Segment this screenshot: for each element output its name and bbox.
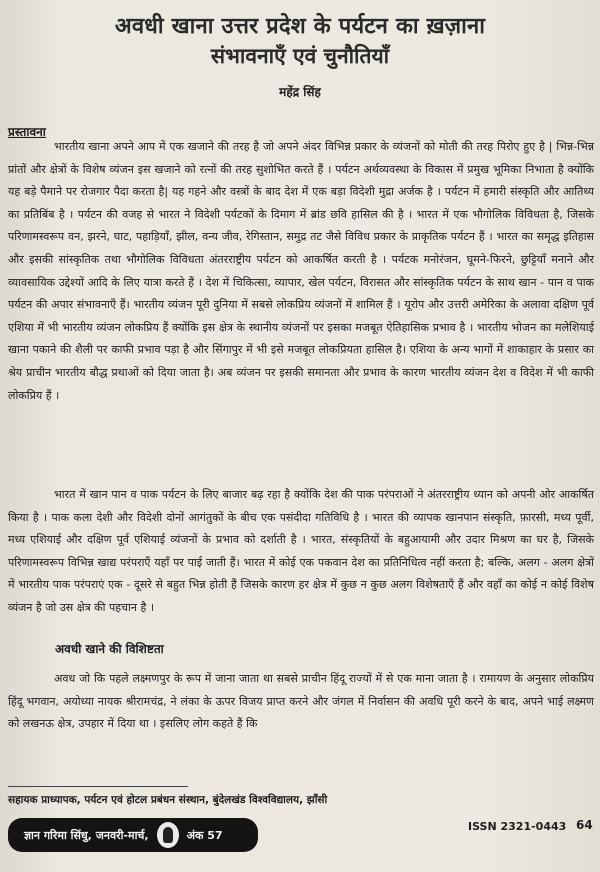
issue-number: अंक 57 <box>186 828 223 842</box>
article-title-line2: संभावनाएँ एवं चुनौतियाँ <box>210 44 390 68</box>
author-name: महेंद्र सिंह <box>279 85 321 99</box>
section-heading-introduction: प्रस्तावना <box>8 125 46 139</box>
footnote-divider <box>8 786 188 787</box>
issn-label: ISSN 2321-0443 <box>468 820 567 833</box>
paragraph-culinary-tourism: भारत में खान पान व पाक पर्यटन के लिए बाजार बढ़ रहा है क्योंकि देश की पाक परंपराओं ने अंतरराष्ट्रीय ध्यान को अपनी ओर आकर्षित किया है । पाक कला देशी और विदेशी दोनों आगंतुकों के बीच एक पसंदीदा गतिविधि है । भारत की व्यापक खानपान संस्कृति, फ़ारसी, मध्य पूर्वी, मध्य एशियाई और दक्षिण पूर्व एशियाई व्यंजनों के प्रभाव को दर्शाती है । भारत, संस्कृतियों के बहुआयामी और उदार मिश्रण का घर है, जिसके परिणामस्वरूप विभिन्न खाद्य परंपराएँ यहाँ पर पाई जाती हैं। भारत में कोई एक पकवान देश का प्रतिनिधित्व नहीं करता है; बल्कि, अलग - अलग क्षेत्रों में भारतीय पाक परंपराएं एक - दूसरे से बहुत भिन्न होती हैं जिसके कारण हर क्षेत्र में कुछ न कुछ अलग विशेषताएँ हैं और वहाँ का कोई न कोई विशेष व्यंजन है जो उस क्षेत्र की पहचान है । <box>8 488 594 614</box>
emblem-icon <box>157 822 179 848</box>
author-affiliation-footnote: सहायक प्राध्यापक, पर्यटन एवं होटल प्रबंधन संस्थान, बुंदेलखंड विश्वविद्यालय, झाँसी <box>8 794 328 806</box>
journal-name: ज्ञान गरिमा सिंधु, जनवरी-मार्च, <box>24 828 149 842</box>
paragraph-avadh-history: अवध जो कि पहले लक्ष्मणपुर के रूप में जाना जाता था सबसे प्राचीन हिंदू राज्यों में से एक माना जाता है । रामायण के अनुसार लोकप्रिय हिंदू भगवान, अयोध्या नायक श्रीरामचंद्र, ने लंका के ऊपर विजय प्राप्त करने और जंगल में निर्वासन की अवधि पूरी करने के बाद, अपने भाई लक्ष्मण को लखनऊ क्षेत्र, उपहार में दिया था । इसलिए लोग कहते हैं कि <box>8 672 595 731</box>
journal-footer-banner <box>8 818 258 852</box>
paragraph-introduction: भारतीय खाना अपने आप में एक खजाने की तरह है जो अपने अंदर विभिन्न प्रकार के व्यंजनों को मोती की तरह पिरोए हुए है | भिन्न-भिन्न प्रांतों और क्षेत्रों के विशेष व्यंजन इस खजाने को रत्नों की तरह सुशोभित करते हैं । पर्यटन अर्थव्यवस्था के विकास में प्रमुख भूमिका निभाता है क्योंकि यह बड़े पैमाने पर रोजगार पैदा करता है| यह गहने और वस्त्रों के बाद देश में एक बड़ा विदेशी मुद्रा अर्जक है । पर्यटन में हमारी संस्कृति और आतिथ्य का प्रतिबिंब है । पर्यटन की वजह से भारत ने विदेशी पर्यटकों के दिमाग में ब्रांड छवि हासिल की है । भारत में एक भौगोलिक विविधता है, जिसके परिणामस्वरूप वन, झरने, घाट, पहाड़ियाँ, झील, वन्य जीव, रेगिस्तान, समुद्र तट जैसे विविध प्रकार के प्राकृतिक पर्यटन हैं । भारत का समृद्ध इतिहास और इसकी सांस्कृतिक तथा भौगोलिक विविधता अंतरराष्ट्रीय पर्यटन को आकर्षित करती है । पर्यटक मनोरंजन, घूमने-फिरने, छुट्टियाँ मनाने और व्यावसायिक उद्देश्यों आदि के लिए यात्रा करते हैं । देश में चिकित्सा, व्यापार, खेल पर्यटन, विरासत और सांस्कृतिक पर्यटन के साथ खान - पान व पाक पर्यटन की अपार संभावनाएँ हैं। भारतीय व्यंजन पूरी दुनिया में सबसे लोकप्रिय व्यंजनों में शामिल हैं । यूरोप और उत्तरी अमेरिका के अलावा दक्षिण पूर्व एशिया में भी भारतीय व्यंजन लोकप्रिय हैं क्योंकि इस क्षेत्र के स्थानीय व्यंजनों पर इसका मजबूत ऐतिहासिक प्रभाव है । भारतीय भोजन का मलेशियाई खाना पकाने की शैली पर काफी प्रभाव पड़ा है और सिंगापुर में भी इसे मजबूत लोकप्रियता हासिल है। एशिया के अन्य भागों में शाकाहार के प्रसार का श्रेय प्राचीन भारतीय बौद्ध प्रथाओं को दिया जाता है। अब व्यंजन पर इसकी समानता और प्रभाव के कारण भारतीय व्यंजन देश व विदेश में भी काफी लोकप्रिय हैं । <box>8 140 594 402</box>
section-heading-avadhi: अवधी खाने की विशिष्टता <box>55 642 164 656</box>
page-number: 64 <box>576 818 593 832</box>
article-title-line1: अवधी खाना उत्तर प्रदेश के पर्यटन का ख़ज़ाना <box>114 14 486 39</box>
